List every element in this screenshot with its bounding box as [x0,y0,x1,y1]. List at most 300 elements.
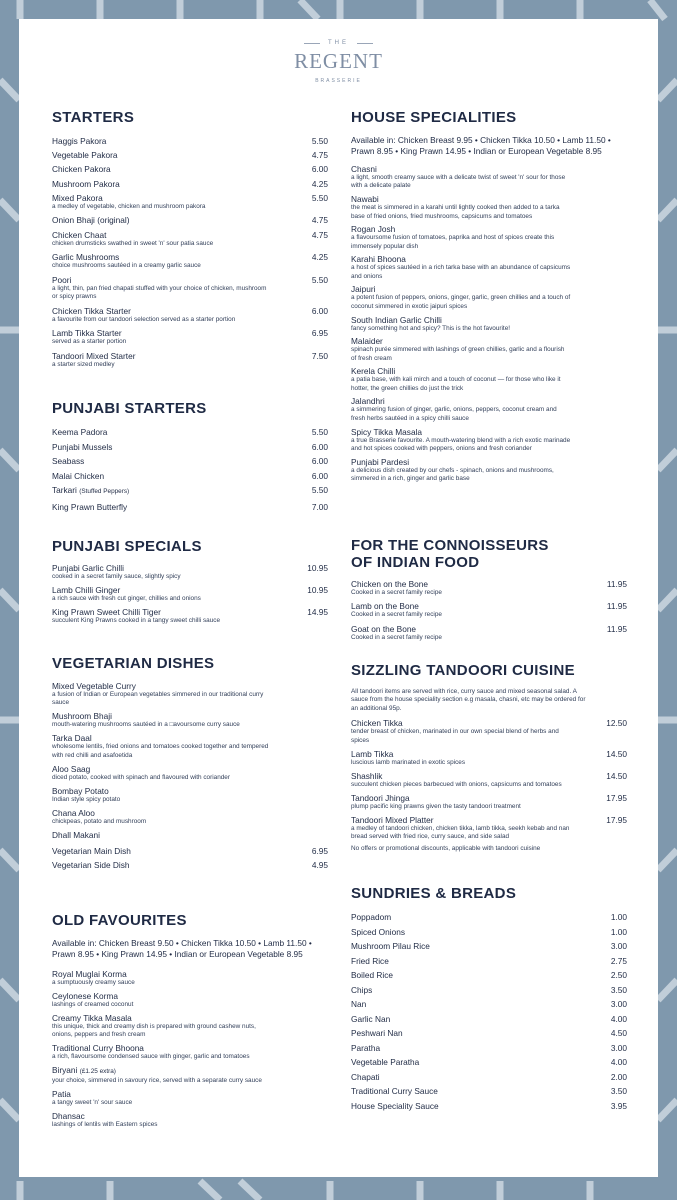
item-name-text: Chicken Chaat [52,229,107,240]
menu-item [351,1014,627,1024]
item-name [351,1043,627,1053]
item-name-text: Peshwari Nan [351,1028,403,1038]
item-description: spinach purée simmered with lashings of green chillies, garlic and a flourish of fresh cream [351,346,565,362]
item-description: succulent chicken pieces barbecued with onions, capsicums and tomatoes [351,780,562,788]
item-description: a tangy sweet 'n' sour sauce [52,1099,133,1107]
item-price: 12.50 [606,718,627,729]
item-name-text: Nawabi [351,194,379,205]
item-name-text: Tandoori Mixed Platter [351,814,434,825]
item-name-text: Tarkari [52,485,77,495]
item-name-text: Royal Muglai Korma [52,969,127,979]
vegetarian-section [52,655,328,875]
item-name-text: Punjabi Garlic Chilli [52,563,124,573]
item-name [351,1014,627,1024]
item-name [351,1086,627,1096]
menu-item [52,485,328,497]
item-price: 6.00 [311,164,328,175]
item-price: 3.00 [610,941,627,951]
availability-text: Available in: Chicken Breast 9.95 • Chicken Tikka 10.50 • Lamb 11.50 • Prawn 8.95 • King Prawn 14.95 • Indian or European Vegetable 8.95 [351,135,611,156]
item-name [52,1089,328,1099]
item-name [351,336,627,346]
item-name-text: Tandoori Mixed Starter [52,350,136,361]
item-name [351,284,627,294]
punjabi-specials-list [52,563,328,625]
item-name [52,351,328,361]
item-name [351,579,627,589]
punjabi-starters-list [52,427,328,512]
item-name [351,224,627,234]
item-price: 14.95 [307,606,328,617]
item-description: lashings of creamed coconut [52,1001,134,1008]
menu-item [52,846,328,856]
menu-item [52,136,328,146]
item-name-text: King Prawn Sweet Chilli Tiger [52,606,161,617]
menu-item [52,456,328,466]
menu-item [351,1057,627,1067]
item-name-text: Jaipuri [351,284,376,295]
item-name-text: Karahi Bhoona [351,254,406,265]
menu-item [52,860,328,870]
item-name [52,193,328,203]
item-price: 4.00 [610,1057,627,1067]
menu-item [52,427,328,437]
item-name [351,396,627,406]
item-description: a starter sized medley [52,360,115,368]
item-name [351,815,627,825]
item-name [351,749,627,759]
item-description: served as a starter portion [52,338,127,346]
tandoori-list [351,718,627,841]
item-name [351,999,627,1009]
item-name [351,970,627,980]
item-name-text: Bombay Potato [52,785,109,796]
item-name [52,991,328,1001]
menu-item [351,1043,627,1053]
menu-item [351,793,627,811]
item-name [52,969,328,979]
item-description: chicken drumsticks swathed in sweet 'n' sour patia sauce [52,239,214,247]
item-price: 6.95 [311,845,328,856]
item-price: 11.95 [606,601,627,612]
menu-item [52,711,328,729]
brand-the: THE [328,40,349,46]
item-name-text: King Prawn Butterfly [52,501,128,512]
item-name [351,164,627,174]
item-name-text: Biryani [52,1065,78,1076]
menu-item [351,999,627,1009]
item-name-text: Onion Bhaji (original) [52,215,130,226]
menu-item [52,1111,328,1129]
item-name [52,607,328,617]
item-price: 4.25 [311,178,328,189]
section-title: SUNDRIES & BREADS [351,885,517,902]
tandoori-intro: All tandoori items are served with rice, curry sauce and mixed seasonal salad. A sauce from the house speciality section e.g masala, chasni, etc may be ordered for an additional 95p. [351,688,586,712]
item-name [351,771,627,781]
item-name-text: Goat on the Bone [351,623,417,634]
item-name-text: Malai Chicken [52,470,105,481]
item-name-text: Lamb Chilli Ginger [52,584,121,595]
item-name-text: Chicken Tikka Starter [52,305,131,316]
item-description: a host of spices sautéed in a rich tarka base with an abundance of capsicums and onions [351,264,571,280]
item-name-text: Paratha [351,1042,381,1053]
menu-item [351,601,627,619]
item-name-text: Shashlik [351,770,383,781]
connoisseurs-list [351,579,627,642]
item-price: 5.50 [311,485,328,495]
item-name-text: Vegetarian Side Dish [52,860,130,871]
item-name [52,471,328,481]
item-name-text: Mixed Vegetable Curry [52,681,136,691]
item-name-text: Dhall Makani [52,829,100,840]
item-name [351,956,627,966]
menu-item [52,164,328,174]
item-description: a potent fusion of peppers, onions, ginger, garlic, green chillies and a touch of coconut simmered in exotic jaipuri spices [351,294,571,310]
menu-item [52,607,328,625]
item-name [52,502,328,512]
item-name [52,860,328,870]
item-name [52,563,328,573]
item-name [351,912,627,922]
vegetarian-list [52,681,328,840]
item-name [351,985,627,995]
item-description: cooked in a secret family sauce, slightly spicy [52,573,181,580]
menu-item [52,306,328,324]
menu-item [351,771,627,789]
menu-item [52,1013,328,1040]
item-description: a medley of tandoori chicken, chicken tikka, lamb tikka, seekh kebab and nan bread served with fried rice, curry sauce, and side salad [351,824,570,841]
item-name-text: Chicken Pakora [52,164,111,175]
sundries-section [351,885,627,1115]
item-name-note: (Stuffed Peppers) [79,488,130,495]
item-name [52,328,328,338]
item-name [351,457,627,467]
menu-item [52,215,328,225]
menu-item [351,315,627,333]
item-price: 7.50 [311,350,328,361]
item-name-text: Vegetable Pakora [52,150,118,161]
item-name-text: Traditional Curry Sauce [351,1086,438,1096]
item-description: diced potato, cooked with spinach and flavoured with coriander [52,773,230,781]
item-price: 4.75 [311,229,328,240]
tandoori-footnote: No offers or promotional discounts, applicable with tandoori cuisine [351,845,541,853]
menu-item [351,624,627,642]
menu-item [52,808,328,826]
item-description: chickpeas, potato and mushroom [52,817,147,825]
item-price: 2.75 [610,955,627,966]
item-name [52,456,328,466]
item-name [52,830,328,840]
starters-list [52,136,328,369]
item-name-text: Punjabi Mussels [52,441,113,452]
menu-item [351,366,627,393]
menu-item [52,969,328,987]
section-title: SIZZLING TANDOORI CUISINE [351,662,575,679]
item-price: 5.50 [311,427,328,437]
menu-item [351,336,627,363]
item-price: 4.50 [610,1028,627,1038]
item-description: a rich, flavoursome condensed sauce with ginger, garlic and tomatoes [52,1053,250,1061]
item-price: 3.00 [610,999,627,1009]
item-name [351,427,627,437]
item-name [52,275,328,285]
item-name [52,230,328,240]
item-description: lashings of lentils with Eastern spices [52,1121,158,1129]
item-name [52,179,328,189]
item-price: 1.00 [610,926,627,937]
item-price: 7.00 [311,501,328,512]
sundries-list [351,912,627,1111]
menu-item [52,830,328,840]
brand-subtitle: BRASSERIE [315,78,362,84]
menu-item [52,764,328,782]
item-description: the meat is simmered in a karahi until lightly cooked then added to a tarka base of fried onions, fried mushrooms, capsicums and tomatoes [351,204,560,220]
item-description: this unique, thick and creamy dish is prepared with ground cashew nuts, onions, peppers and fresh cream [52,1023,256,1039]
item-name-text: Chapati [351,1071,380,1082]
item-description: Cooked in a secret family recipe [351,611,442,619]
menu-item [52,563,328,581]
item-name-text: Chips [351,984,373,995]
menu-item [351,396,627,423]
item-name-text: Chicken Tikka [351,718,403,729]
menu-item [351,815,627,842]
item-price: 1.00 [610,912,627,922]
item-price: 6.00 [311,441,328,452]
section-title: HOUSE SPECIALITIES [351,109,517,126]
item-name-text: Garlic Mushrooms [52,252,120,263]
item-name-text: Mushroom Pilau Rice [351,941,430,951]
menu-item [52,585,328,603]
menu-item [52,991,328,1009]
item-price: 10.95 [307,563,328,573]
item-name [52,733,328,743]
availability-text: Available in: Chicken Breast 9.50 • Chicken Tikka 10.50 • Lamb 11.50 • Prawn 8.95 • King Prawn 14.95 • Indian or European Vegetable 8.95 [52,938,312,959]
item-name-text: Aloo Saag [52,763,91,774]
item-price: 6.00 [311,305,328,316]
house-specialities-section [351,109,627,487]
item-price: 11.95 [606,579,627,589]
item-price: 3.50 [610,984,627,995]
section-title: PUNJABI SPECIALS [52,538,202,555]
menu-item [52,193,328,211]
menu-item [52,1065,328,1085]
item-price: 14.50 [606,748,627,759]
item-description: a light, smooth creamy sauce with a delicate twist of sweet 'n' sour for those with a delicate palate [351,174,566,190]
section-title: PUNJABI STARTERS [52,400,207,417]
item-description: a favourite from our tandoori selection served as a starter portion [52,315,236,323]
item-description: fancy something hot and spicy? This is the hot favourite! [351,324,511,332]
item-name-text: Lamb on the Bone [351,601,419,612]
item-price: 2.50 [610,970,627,980]
item-price: 11.95 [606,623,627,634]
item-name [351,927,627,937]
item-name [351,1057,627,1067]
item-price: 3.50 [610,1086,627,1096]
item-name-text: Haggis Pakora [52,136,107,146]
menu-item [351,1101,627,1111]
item-description: a light, thin, pan fried chapati stuffed with your choice of chicken, mushroom or spicy prawns [52,284,267,301]
item-name [52,1065,328,1077]
menu-item [351,718,627,745]
menu-item [52,502,328,512]
section-title: OLD FAVOURITES [52,912,187,929]
item-price: 3.00 [610,1042,627,1053]
punjabi-starters-section [52,400,328,516]
item-description: a simmering fusion of ginger, garlic, onions, peppers, coconut cream and fresh herbs sautéed in a spicy chilli sauce [351,406,557,422]
menu-item [52,179,328,189]
item-price: 3.95 [610,1100,627,1111]
item-description: luscious lamb marinated in exotic spices [351,758,466,766]
item-name [351,254,627,264]
menu-item [351,457,627,484]
menu-item [52,150,328,160]
item-price: 6.00 [311,470,328,481]
item-description: mouth-watering mushrooms sautéed in a □avoursome curry sauce [52,721,240,729]
menu-item [52,471,328,481]
item-name-text: Malaider [351,336,383,347]
item-name-text: Tandoori Jhinga [351,792,410,803]
item-name-text: Mushroom Pakora [52,178,120,189]
item-name [52,306,328,316]
item-name-text: Ceylonese Korma [52,991,118,1001]
item-name-text: Spicy Tikka Masala [351,426,423,437]
item-name-text: Dhansac [52,1111,85,1122]
menu-item [351,1072,627,1082]
menu-item [351,254,627,281]
item-description: plump pacific king prawns given the tasty tandoori treatment [351,802,521,810]
tandoori-section [351,662,627,854]
menu-item [351,985,627,995]
menu-item [351,224,627,251]
punjabi-specials-section [52,538,328,629]
item-name [351,366,627,376]
item-name-text: Chana Aloo [52,807,95,818]
item-name-text: Garlic Nan [351,1013,391,1024]
menu-item [52,1043,328,1061]
item-description: a fusion of Indian or European vegetables simmered in our traditional curry sauce [52,691,264,707]
item-name [52,808,328,818]
menu-item [351,749,627,767]
item-name [351,1072,627,1082]
section-title: VEGETARIAN DISHES [52,655,215,672]
item-name-text: House Speciality Sauce [351,1100,439,1111]
item-name-text: Mushroom Bhaji [52,711,112,722]
item-price: 17.95 [606,792,627,803]
item-price: 17.95 [606,814,627,825]
item-name [52,427,328,437]
menu-item [351,164,627,191]
menu-item [52,252,328,270]
old-favourites-list [52,969,328,1130]
item-price: 4.25 [311,252,328,263]
item-name [351,718,627,728]
starters-section [52,109,328,374]
item-name [52,485,328,497]
menu-item [351,1028,627,1038]
section-title: STARTERS [52,109,135,126]
house-specialities-list [351,164,627,484]
menu-item [52,786,328,804]
menu-item [52,681,328,708]
menu-item [351,970,627,980]
item-name-text: Chicken on the Bone [351,579,429,589]
item-name-text: Poori [52,274,72,285]
menu-item [351,1086,627,1096]
item-name-text: South Indian Garlic Chilli [351,314,442,325]
section-title-line1: FOR THE CONNOISSEURS [351,537,549,554]
item-description: Cooked in a secret family recipe [351,633,442,641]
menu-item [52,733,328,760]
item-name-text: Fried Rice [351,955,389,966]
menu-item [52,275,328,302]
item-description: Indian style spicy potato [52,795,121,803]
item-name [52,786,328,796]
item-name [351,624,627,634]
item-name-text: Jalandhri [351,396,385,407]
item-description: succulent King Prawns cooked in a tangy sweet chilli sauce [52,616,221,624]
item-name [351,1101,627,1111]
item-name [351,601,627,611]
item-name [52,150,328,160]
item-name-text: Vegetable Paratha [351,1057,420,1067]
item-name-text: Poppadom [351,912,392,922]
item-name-text: Kerela Chilli [351,366,396,377]
item-name [52,764,328,774]
item-price: 10.95 [307,584,328,595]
item-name-text: Spiced Onions [351,926,405,937]
item-name [351,1028,627,1038]
item-price: 6.95 [311,328,328,339]
item-price: 2.00 [610,1071,627,1082]
item-description: tender breast of chicken, marinated in our own special blend of herbs and spices [351,728,559,744]
menu-item [52,328,328,346]
vegetarian-prices [52,846,328,871]
item-name-text: Mixed Pakora [52,192,103,203]
item-name [52,1013,328,1023]
item-name [52,1043,328,1053]
item-name-note: (£1.25 extra) [79,1068,116,1076]
section-title-line2: OF INDIAN FOOD [351,554,480,571]
item-description: a medley of vegetable, chicken and mushroom pakora [52,202,206,210]
menu-item [351,194,627,221]
item-name-text: Lamb Tikka [351,748,394,759]
item-name-text: Tarka Daal [52,733,92,744]
menu-item [52,230,328,248]
item-name [52,846,328,856]
item-price: 14.50 [606,770,627,781]
item-name [52,681,328,691]
item-name-text: Boiled Rice [351,970,393,980]
menu-item [351,427,627,454]
item-description: Cooked in a secret family recipe [351,589,442,596]
item-name-text: Creamy Tikka Masala [52,1013,132,1023]
item-price: 6.00 [311,456,328,466]
item-name [52,442,328,452]
item-name-text: Patia [52,1089,71,1100]
item-price: 4.75 [311,215,328,226]
item-description: a patia base, with kali mirch and a touch of coconut — for those who like it hotter, the green chillies do just the trick [351,376,561,392]
item-description: a true Brasserie favourite. A mouth-watering blend with a rich exotic marinade and hot spices cooked with peppers, onions and fresh coriander [351,436,571,452]
menu-item [52,442,328,452]
item-name [52,1111,328,1121]
item-price: 5.50 [311,192,328,203]
item-price: 4.95 [311,860,328,871]
menu-item [351,912,627,922]
item-name [351,194,627,204]
item-name [351,315,627,325]
item-name-text: Punjabi Pardesi [351,456,410,467]
item-description: a rich sauce with fresh cut ginger, chillies and onions [52,594,201,602]
item-price: 5.50 [311,274,328,285]
